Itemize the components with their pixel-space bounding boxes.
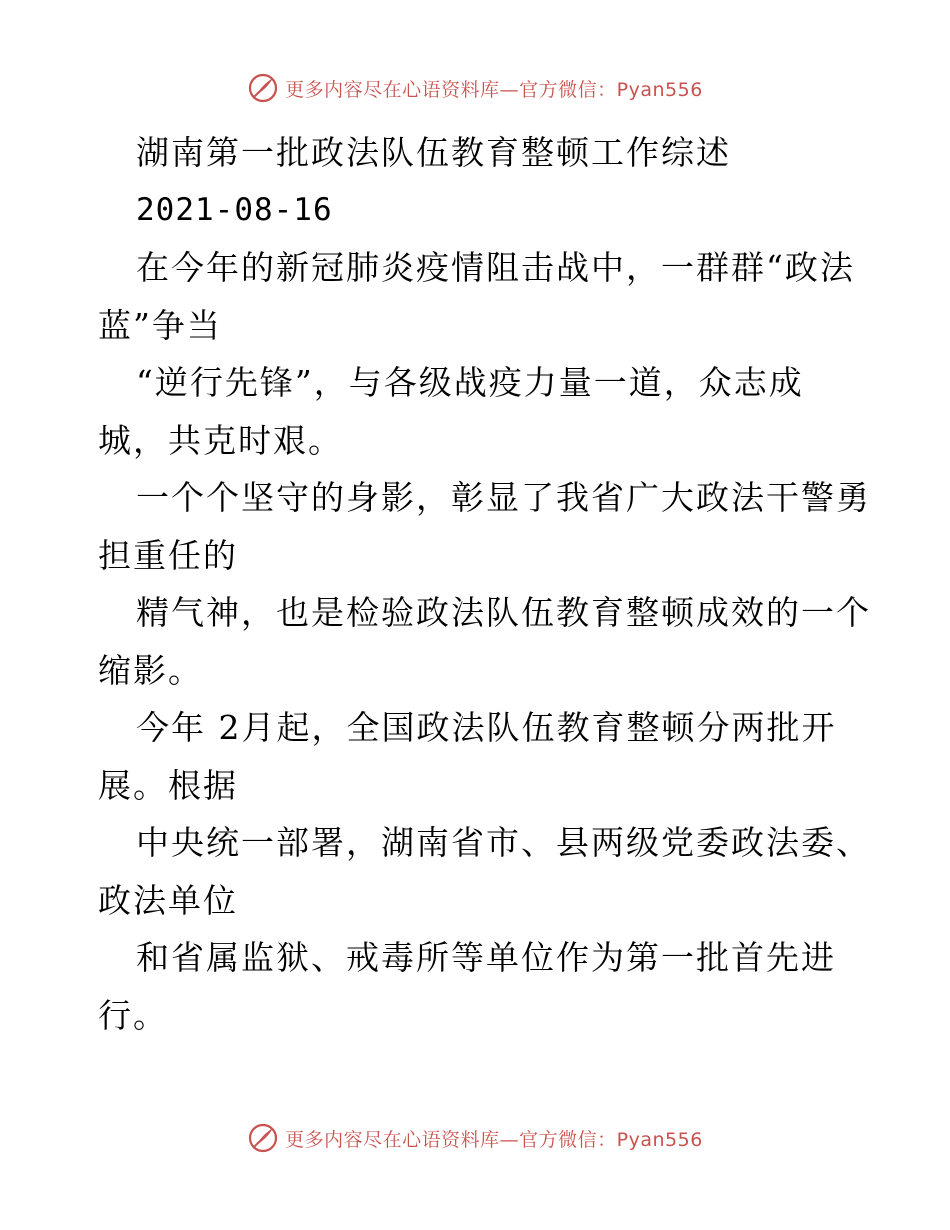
watermark-text: 更多内容尽在心语资料库—官方微信：Pyan556 <box>285 1128 703 1151</box>
header-watermark <box>0 72 950 104</box>
watermark-wechat-id: Pyan556 <box>616 78 703 101</box>
paragraph-line: 今年 2月起，全国政法队伍教育整顿分两批开 <box>136 708 837 747</box>
paragraph-line: 行。 <box>98 995 168 1035</box>
paragraph-line: 展。根据 <box>98 765 238 805</box>
quill-logo-icon <box>247 1122 279 1154</box>
footer-watermark <box>0 1122 950 1154</box>
paragraph-line: 蓝”争当 <box>98 305 222 345</box>
paragraph-line: 缩影。 <box>98 650 203 690</box>
paragraph-line: 一个个坚守的身影，彰显了我省广大政法干警勇 <box>136 478 871 517</box>
paragraph-line: 在今年的新冠肺炎疫情阻击战中，一群群“政法 <box>136 248 855 287</box>
quill-logo-icon <box>247 72 279 104</box>
paragraph-line: 政法单位 <box>98 880 238 920</box>
watermark-text: 更多内容尽在心语资料库—官方微信：Pyan556 <box>285 78 703 101</box>
paragraph-line: 精气神，也是检验政法队伍教育整顿成效的一个 <box>136 593 871 632</box>
paragraph-line: “逆行先锋”，与各级战疫力量一道，众志成 <box>136 363 804 402</box>
paragraph-line: 担重任的 <box>98 535 238 575</box>
watermark-wechat-id: Pyan556 <box>616 1128 703 1151</box>
paragraph-line: 中央统一部署，湖南省市、县两级党委政法委、 <box>136 823 871 862</box>
document-date: 2021-08-16 <box>136 191 333 228</box>
paragraph-line: 和省属监狱、戒毒所等单位作为第一批首先进 <box>136 938 836 977</box>
document-title: 湖南第一批政法队伍教育整顿工作综述 <box>136 133 731 172</box>
document-body <box>98 124 871 1044</box>
paragraph-line: 城，共克时艰。 <box>98 420 343 460</box>
